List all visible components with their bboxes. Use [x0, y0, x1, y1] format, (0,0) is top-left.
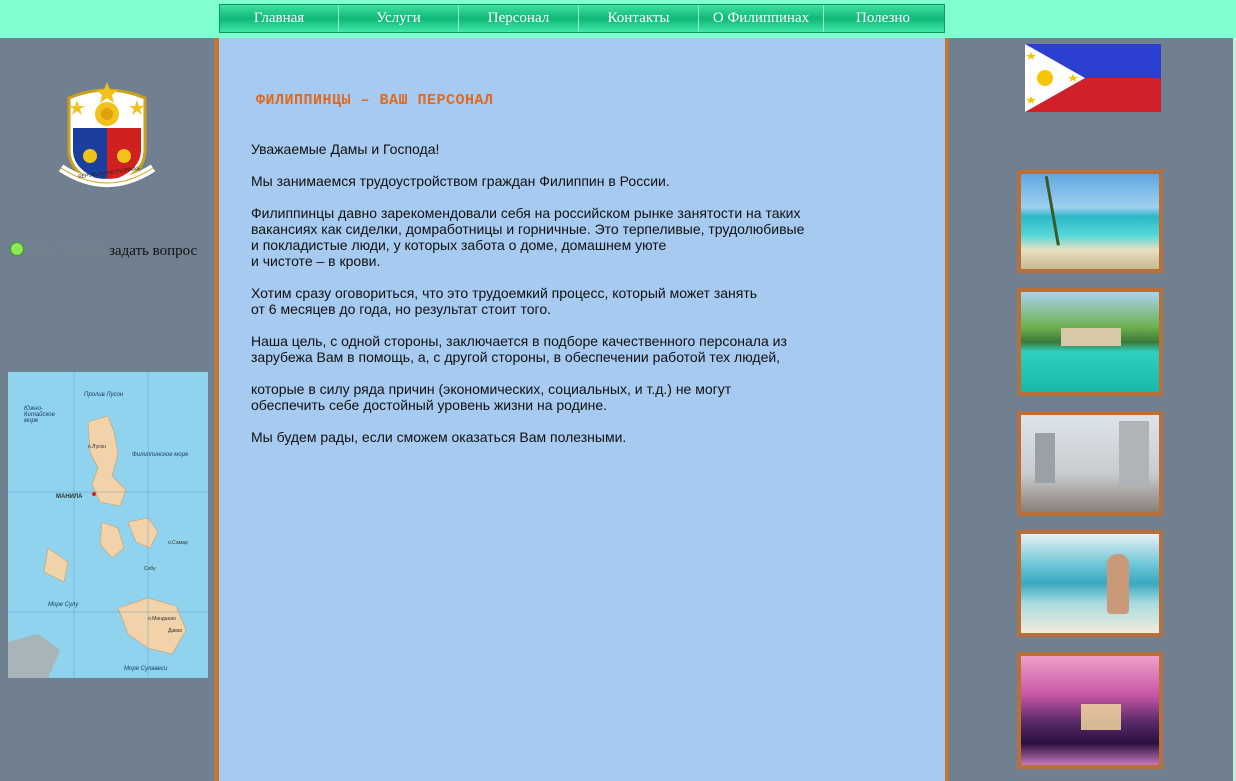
nav-services[interactable]: Услуги — [339, 5, 459, 32]
map-city: о.Лусон — [88, 444, 107, 450]
phone-number: 492-712-029 — [27, 243, 106, 259]
right-sidebar — [950, 38, 1233, 781]
nav-about-philippines[interactable]: О Филиппинах — [699, 5, 824, 32]
map-label: Южно-Китайское море — [24, 406, 55, 424]
map-label: Море Сулу — [48, 602, 79, 608]
sunset-pavilion-photo — [1017, 652, 1163, 769]
map-city: Себу — [144, 566, 156, 572]
sea-woman-photo — [1017, 530, 1163, 637]
philippines-flag-icon — [1025, 44, 1161, 112]
contact-line — [10, 242, 197, 260]
map-label: Пролив Лусон — [84, 392, 124, 398]
paragraph: Уважаемые Дамы и Господа! — [251, 141, 440, 157]
emblem-caption: REPUBLIKA NG PILIPINAS — [77, 165, 141, 181]
article-body — [251, 141, 871, 461]
philippines-map — [8, 372, 208, 678]
beach-photo — [1017, 170, 1163, 273]
paragraph: Филиппинцы давно зарекомендовали себя на российском рынке занятости на таких вакансиях как сиделки, домработницы и горничные. Это терпеливые, трудолюбивые и покладистые люди, у которых забота о доме, домашнем уюте и чистоте – в крови. — [251, 205, 805, 269]
page-title: ФИЛИППИНЦЫ – ВАШ ПЕРСОНАЛ — [256, 92, 494, 109]
nav-staff[interactable]: Персонал — [459, 5, 579, 32]
paragraph: Мы будем рады, если сможем оказаться Вам полезными. — [251, 429, 627, 445]
map-city: о.Самар — [168, 540, 188, 546]
nav-useful[interactable]: Полезно — [856, 10, 910, 26]
main-nav — [219, 4, 945, 33]
paragraph: Мы занимаемся трудоустройством граждан Филиппин в России. — [251, 173, 670, 189]
left-sidebar — [3, 38, 213, 781]
nav-contacts[interactable]: Контакты — [579, 5, 699, 32]
map-city: о.Минданао — [148, 616, 176, 622]
resort-photo — [1017, 288, 1163, 396]
map-city: Давао — [168, 628, 183, 634]
main-area — [0, 38, 1236, 781]
paragraph: Хотим сразу оговориться, что это трудоемкий процесс, который может занять от 6 месяцев до года, но результат стоит того. — [251, 285, 758, 317]
city-terrace-photo — [1017, 411, 1163, 516]
map-label: Море Сулавеси — [124, 666, 168, 672]
ask-question-link[interactable]: задать вопрос — [109, 243, 198, 259]
map-city: МАНИЛА — [56, 494, 83, 500]
map-label: Филиппинское море — [132, 452, 189, 458]
paragraph: которые в силу ряда причин (экономических, социальных, и т.д.) не могут обеспечить себе достойный уровень жизни на родине. — [251, 381, 732, 413]
top-bar — [0, 0, 1236, 38]
nav-home[interactable]: Главная — [220, 5, 339, 32]
content-panel — [214, 38, 949, 781]
flower-icon — [10, 242, 24, 256]
paragraph: Наша цель, с одной стороны, заключается в подборе качественного персонала из зарубежа Вам в помощь, а, с другой стороны, в обеспечении работой тех людей, — [251, 333, 787, 365]
